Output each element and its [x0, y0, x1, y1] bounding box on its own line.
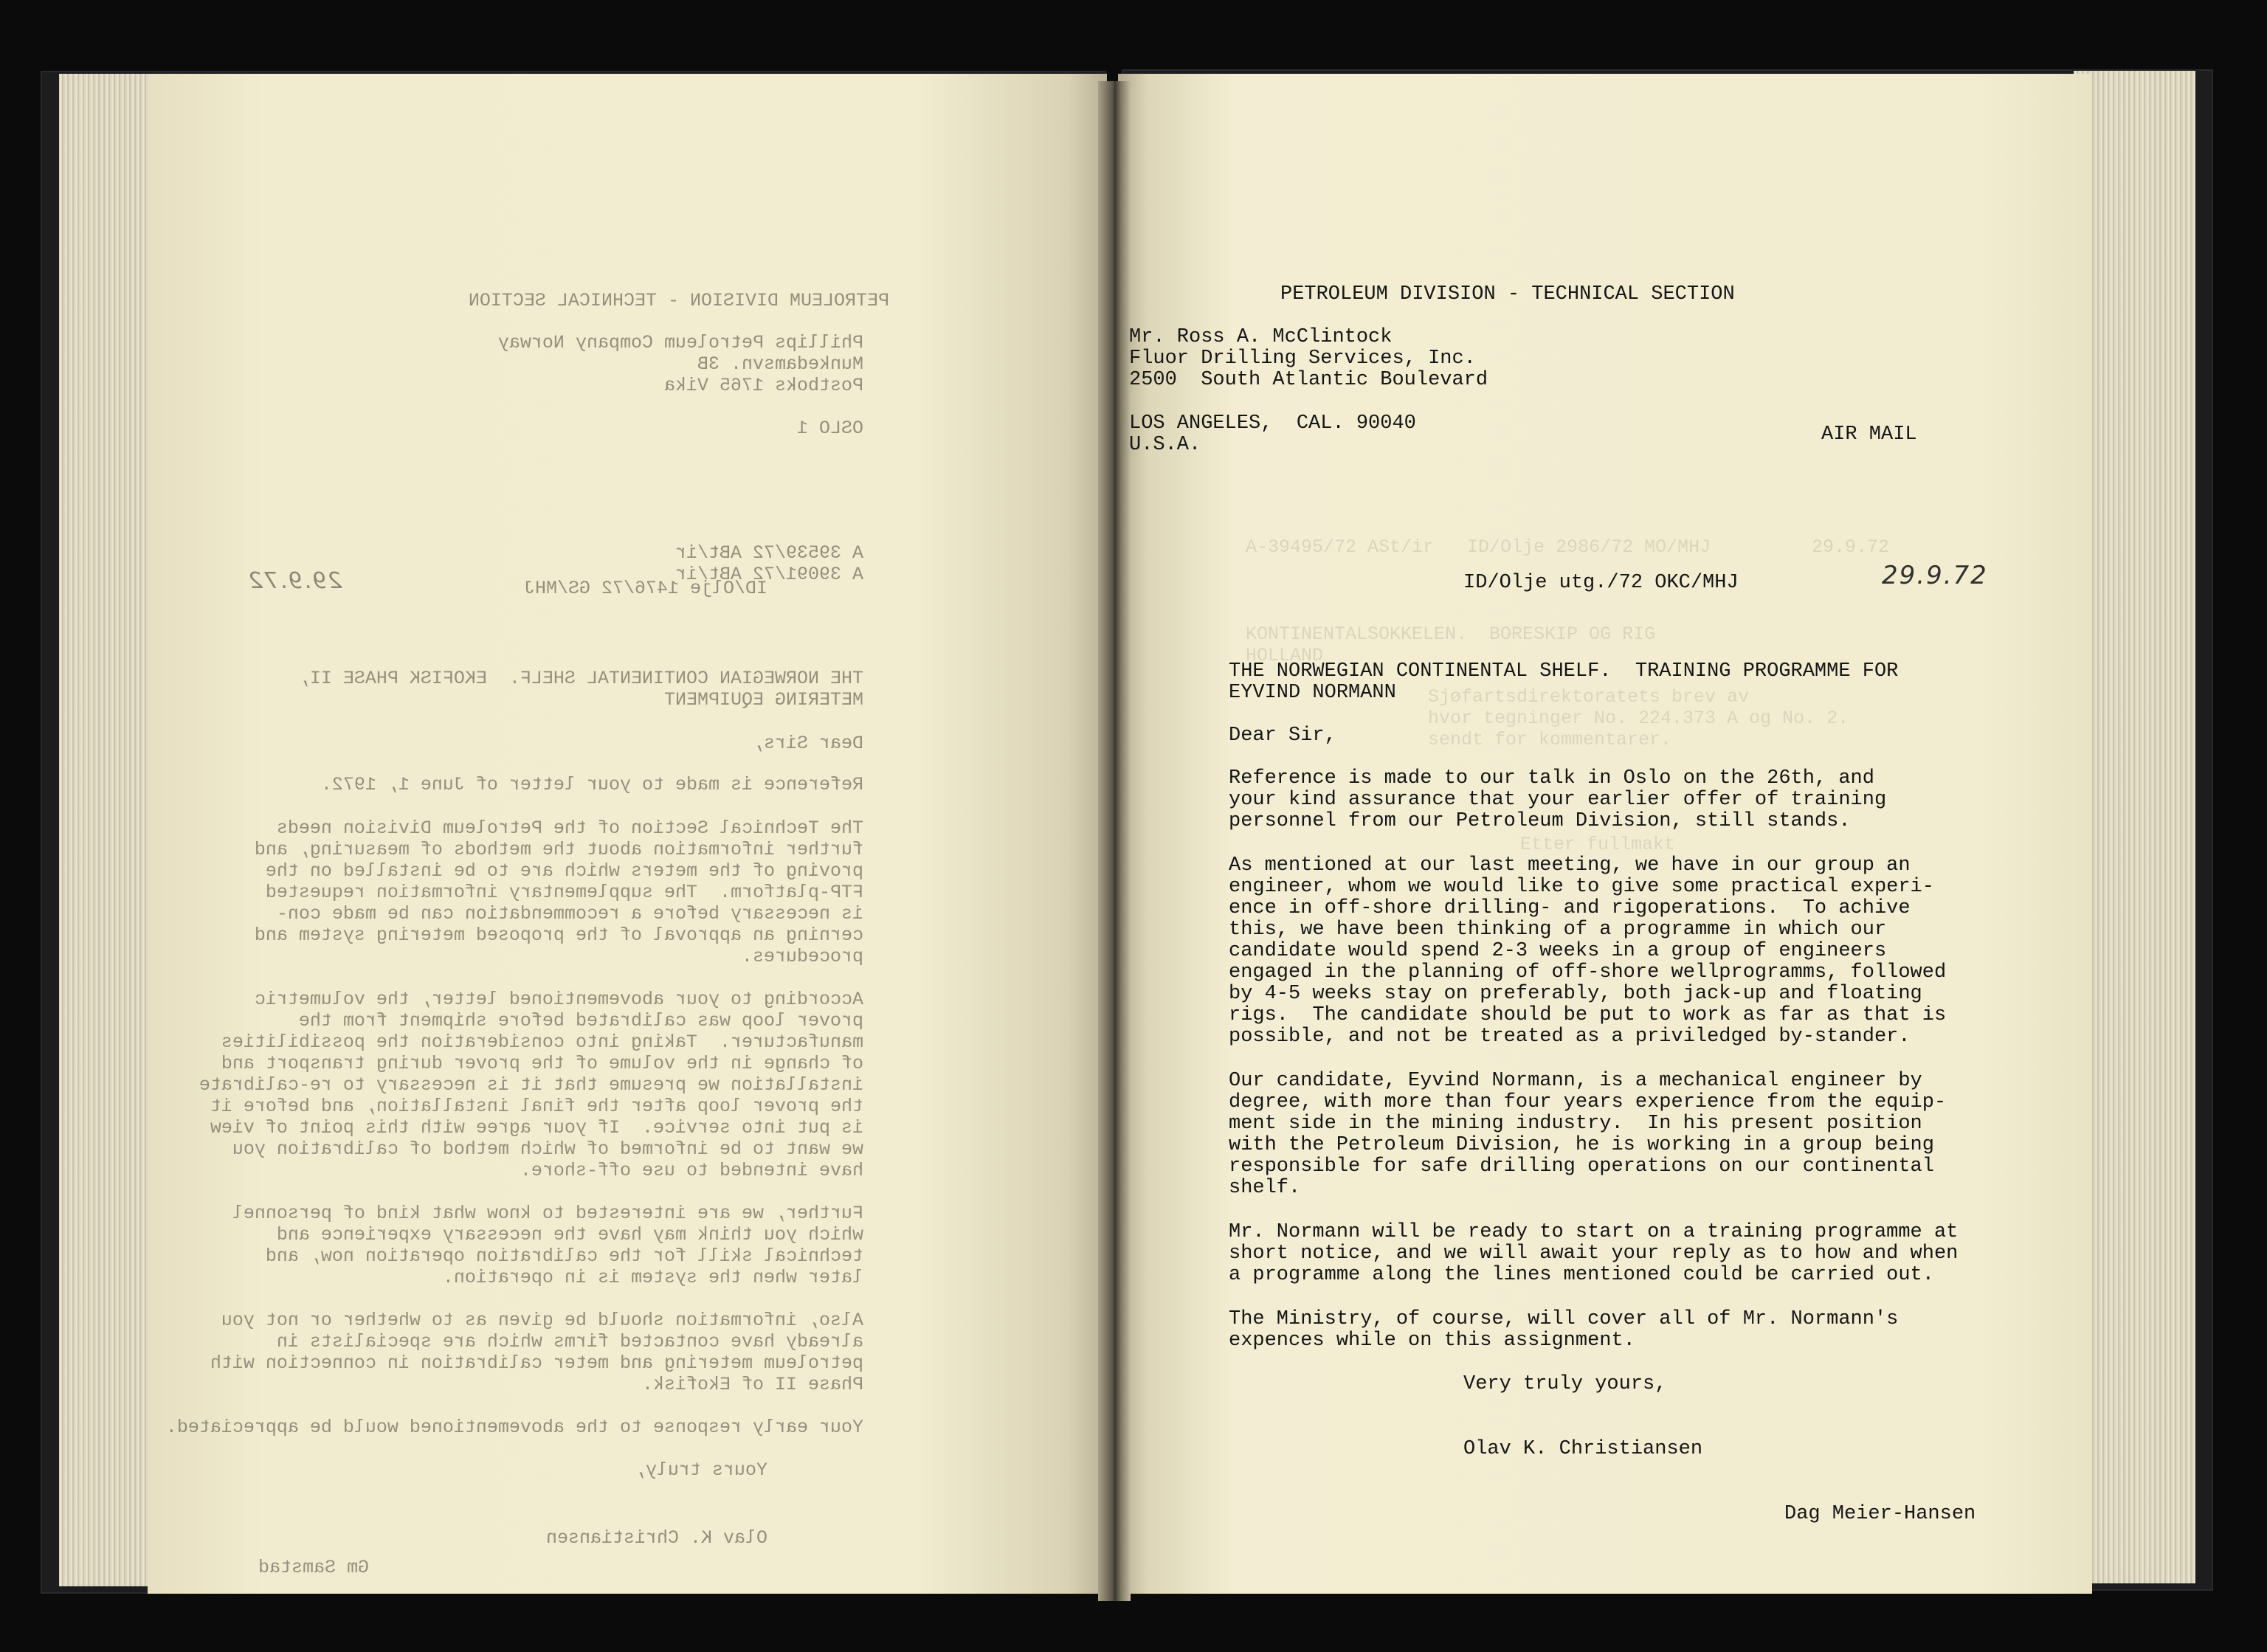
- right-showthrough-refs: A-39495/72 ASt/ir ID/Olje 2986/72 MO/MHJ: [1246, 536, 1711, 558]
- paragraph-line: this, we have been thinking of a programme in which our: [1229, 919, 1887, 941]
- mirror-paragraph-line: later when the system is in operation.: [442, 1267, 863, 1288]
- mirror-ref: A 39091/72 ABt/ir: [674, 564, 863, 585]
- paragraph-line: your kind assurance that your earlier offer of training: [1229, 789, 1887, 811]
- mirror-paragraph-line: proving of the meters which are to be installed on the: [265, 860, 863, 882]
- mirror-paragraph-line: is necessary before a recommendation can be made con-: [276, 903, 863, 925]
- salutation: Dear Sir,: [1229, 725, 1336, 747]
- mirror-paragraph-line: we want to be informed of which method of calibration you: [232, 1138, 863, 1160]
- mirror-address-line: Munkedamsvn. 3B: [697, 353, 863, 375]
- mirror-address-line: Postboks 1765 Vika: [663, 375, 863, 396]
- address-line: Fluor Drilling Services, Inc.: [1129, 348, 1476, 370]
- handwritten-date: 29.9.72: [1882, 561, 1988, 590]
- mirror-paragraph-line: of change in the volume of the prover during transport and: [221, 1053, 863, 1074]
- paragraph-line: personnel from our Petroleum Division, still stands.: [1229, 810, 1851, 832]
- paragraph-line: a programme along the lines mentioned could be carried out.: [1229, 1264, 1934, 1286]
- mirror-paragraph-line: is put into service. If your agree with this point of view: [210, 1117, 863, 1138]
- left-page-showthrough: [0, 0, 1107, 1652]
- paragraph-line: As mentioned at our last meeting, we have in our group an: [1229, 854, 1911, 877]
- paragraph-line: by 4-5 weeks stay on preferably, both jack-up and floating: [1229, 983, 1922, 1005]
- mirror-paragraph-line: Phase II of Ekofisk.: [641, 1374, 863, 1395]
- paragraph-line: possible, and not be treated as a priviledged by-stander.: [1229, 1026, 1911, 1048]
- paragraph-line: Reference is made to our talk in Oslo on the 26th, and: [1229, 767, 1874, 789]
- closing: Very truly yours,: [1463, 1373, 1667, 1395]
- address-line: 2500 South Atlantic Boulevard: [1129, 369, 1488, 391]
- mirror-paragraph-line: Also, information should be given as to whether or not you: [221, 1310, 863, 1331]
- paragraph-line: engaged in the planning of off-shore wellprogramms, followed: [1229, 961, 1947, 984]
- right-showthrough-line: Etter fullmakt: [1520, 834, 1676, 855]
- paragraph-line: rigs. The candidate should be put to work as far as that is: [1229, 1004, 1947, 1026]
- mirror-paragraph-line: The Technical Section of the Petroleum Division needs: [276, 818, 863, 839]
- mirror-paragraph-line: Your early response to the abovementioned would be appreciated.: [165, 1417, 863, 1438]
- mirror-paragraph-line: installation we presume that it is necessary to re-calibrate: [199, 1074, 863, 1096]
- mirror-paragraph-line: the prover loop after the final installation, and before it: [210, 1096, 863, 1117]
- paragraph-line: ment side in the mining industry. In his present position: [1229, 1113, 1922, 1135]
- paragraph-line: short notice, and we will await your reply as to how and when: [1229, 1243, 1959, 1265]
- mirror-heading: PETROLEUM DIVISION - TECHNICAL SECTION: [468, 290, 889, 311]
- paragraph-line: Our candidate, Eyvind Normann, is a mechanical engineer by: [1229, 1070, 1922, 1092]
- mirror-signer: Olav K. Christiansen: [545, 1527, 767, 1549]
- signer-name: Olav K. Christiansen: [1463, 1438, 1703, 1460]
- mirror-paragraph-line: technical skill for the calibration operation now, and: [265, 1245, 863, 1267]
- left-handwritten-date: 29.9.72: [247, 568, 342, 594]
- address-city: LOS ANGELES, CAL. 90040: [1129, 412, 1416, 435]
- address-line: Mr. Ross A. McClintock: [1129, 326, 1393, 348]
- mirror-reference: ID/Olje 1476/72 GS/MHJ: [523, 578, 767, 599]
- paragraph-line: Mr. Normann will be ready to start on a training programme at: [1229, 1221, 1959, 1243]
- subject-line: THE NORWEGIAN CONTINENTAL SHELF. TRAINING PROGRAMME FOR: [1229, 660, 1899, 682]
- mirror-paragraph-line: procedures.: [741, 946, 863, 967]
- paragraph-line: ence in off-shore drilling- and rigoperations. To achive: [1229, 897, 1911, 919]
- mirror-address-line: Phillips Petroleum Company Norway: [497, 332, 863, 353]
- mirror-closing: Yours truly,: [634, 1459, 767, 1481]
- signer-name-2: Dag Meier-Hansen: [1784, 1503, 1976, 1525]
- air-mail-label: AIR MAIL: [1821, 424, 1917, 446]
- paragraph-line: candidate would spend 2-3 weeks in a group of engineers: [1229, 940, 1887, 962]
- mirror-ref: A 39539/72 ABt/ir: [674, 542, 863, 564]
- mirror-paragraph-line: Further, we are interested to know what kind of personnel: [232, 1203, 863, 1224]
- mirror-subject-line: THE NORWEGIAN CONTINENTAL SHELF. EKOFISK PHASE II,: [298, 668, 863, 689]
- paragraph-line: shelf.: [1229, 1177, 1301, 1199]
- right-showthrough-date: 29.9.72: [1812, 536, 1890, 558]
- mirror-paragraph-line: Reference is made to your letter of June 1, 1972.: [320, 774, 863, 795]
- paragraph-line: with the Petroleum Division, he is working in a group being: [1229, 1134, 1934, 1156]
- right-showthrough-line: sendt for kommentarer.: [1428, 729, 1672, 750]
- paragraph-line: The Ministry, of course, will cover all of Mr. Normann's: [1229, 1308, 1899, 1330]
- paragraph-line: expences while on this assignment.: [1229, 1330, 1635, 1352]
- mirror-paragraph-line: further information about the methods of measuring, and: [254, 839, 863, 860]
- mirror-city: OSLO 1: [796, 418, 863, 439]
- subject-line: EYVIND NORMANN: [1229, 682, 1396, 704]
- letter-reference: ID/Olje utg./72 OKC/MHJ: [1463, 572, 1739, 594]
- right-showthrough-line: hvor tegninger No. 224.373 A og No. 2.: [1428, 708, 1849, 729]
- mirror-paragraph-line: According to your abovementioned letter, the volumetric: [254, 989, 863, 1010]
- mirror-paragraph-line: cerning an approval of the proposed metering system and: [254, 925, 863, 946]
- mirror-salutation: Dear Sirs,: [752, 733, 863, 754]
- mirror-paragraph-line: manufacturer. Taking into consideration the possibilities: [221, 1031, 863, 1053]
- right-showthrough-subject: KONTINENTALSOKKELEN. BORESKIP OG RIG: [1246, 623, 1656, 645]
- mirror-paragraph-line: which you think may have the necessary experience and: [276, 1224, 863, 1245]
- letter-heading: PETROLEUM DIVISION - TECHNICAL SECTION: [1280, 283, 1735, 305]
- paragraph-line: responsible for safe drilling operations on our continental: [1229, 1155, 1934, 1178]
- right-showthrough-line: HOLLAND: [1246, 645, 1324, 666]
- mirror-paragraph-line: FTP-platform. The supplementary information requested: [265, 882, 863, 903]
- address-country: U.S.A.: [1129, 434, 1201, 456]
- mirror-paragraph-line: prover loop was calibrated before shipment from the: [298, 1010, 863, 1031]
- right-showthrough-line: Sjøfartsdirektoratets brev av: [1428, 686, 1750, 708]
- paragraph-line: engineer, whom we would like to give some practical experi-: [1229, 876, 1934, 898]
- mirror-paragraph-line: petroleum metering and meter calibration in connection with: [210, 1352, 863, 1374]
- mirror-paragraph-line: already have contacted firms which are specialists in: [276, 1331, 863, 1352]
- mirror-paragraph-line: have intended to use off-shore.: [520, 1160, 863, 1181]
- mirror-subject-line: METERING EQUIPMENT: [663, 689, 863, 711]
- paragraph-line: degree, with more than four years experience from the equip-: [1229, 1091, 1947, 1113]
- mirror-signer-2: Gm Samstad: [258, 1557, 369, 1578]
